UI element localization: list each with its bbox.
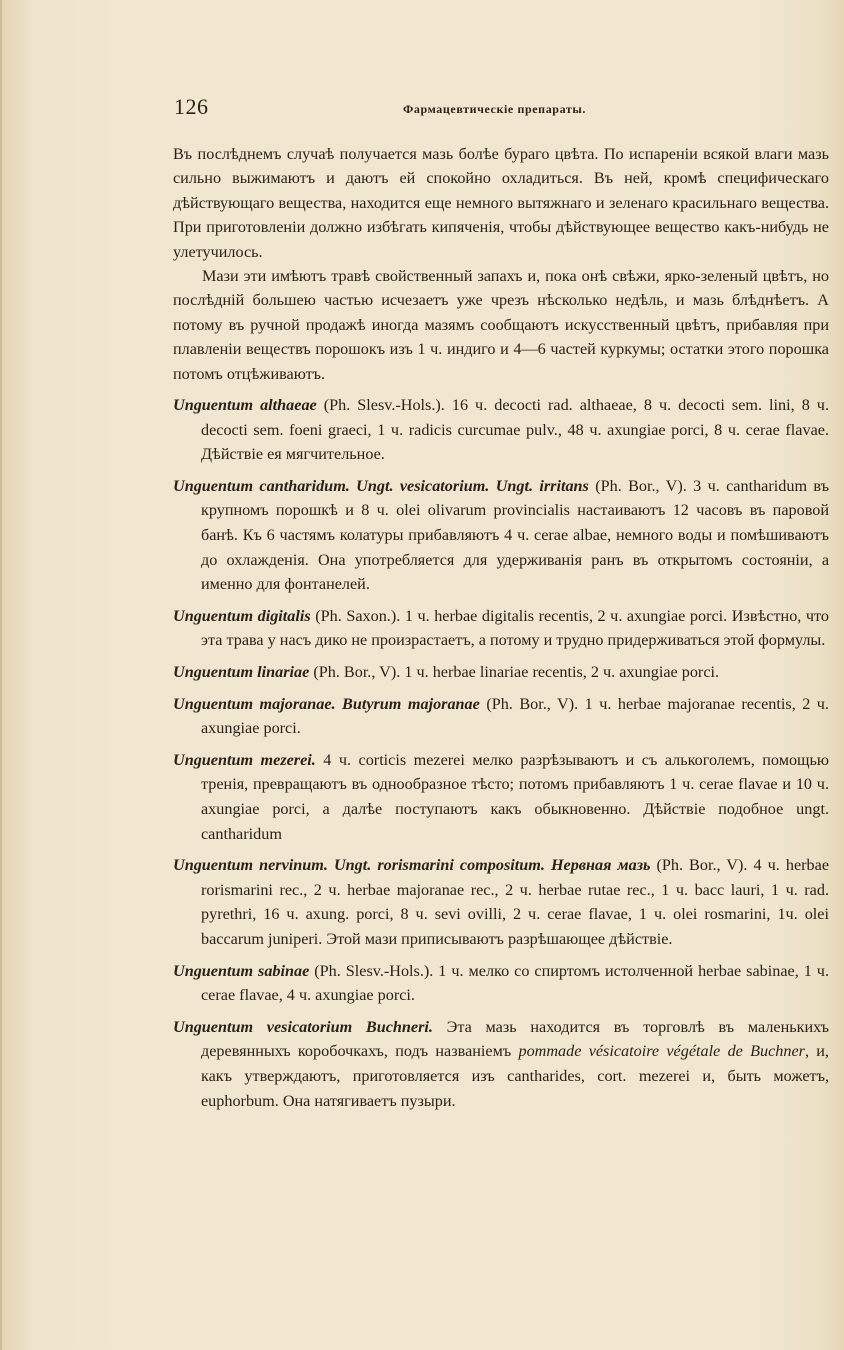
entry-text: Эта мазь находится въ торговлѣ въ маленькихъ деревянныхъ коробочкахъ, подъ названіемъ: [201, 1017, 829, 1061]
entry-althaeae: [173, 393, 829, 467]
entry-mezerei: [173, 748, 829, 846]
entry-digitalis: [173, 604, 829, 653]
entry-text: (Ph. Bor., V). 1 ч. herbae majoranae recentis, 2 ч. axungiae porci.: [201, 694, 829, 738]
page-number: 126: [174, 94, 209, 119]
entry-text: 4 ч. corticis mezerei мелко разрѣзываютъ и съ алькоголемъ, помощью тренія, превращаютъ въ однообразное тѣсто; потомъ прибавляютъ 1 ч. cerae flavae и 10 ч. axungiae porci, а далѣе поступаютъ какъ обыкновенно. Дѣйствіе подобное ungt. cantharidum: [201, 750, 829, 843]
entry-text: (Ph. Slesv.-Hols.). 1 ч. мелко со спиртомъ истолченной herbae sabinae, 1 ч. cerae flavae, 4 ч. axungiae porci.: [201, 961, 829, 1005]
entry-name-russian: Нервная мазь: [544, 856, 651, 875]
entry-text: (Ph. Saxon.). 1 ч. herbae digitalis recentis, 2 ч. axungiae porci. Извѣстно, что эта трава у насъ дико не произрастаетъ, а потому и трудно придерживаться этой формулы.: [201, 606, 829, 650]
entry-cantharidum: [173, 474, 829, 597]
page-header: [174, 94, 644, 124]
entry-sabinae: [173, 959, 829, 1008]
entry-text: (Ph. Bor., V). 4 ч. herbae rorismarini rec., 2 ч. herbae majoranae rec., 2 ч. herbae rutae rec., 1 ч. bacc lauri, 1 ч. rad. pyrethri, 16 ч. axung. porci, 8 ч. sevi ovilli, 2 ч. cerae flavae, 1 ч. olei rosmarini, 1ч. olei baccarum juniperi. Этой мази приписываютъ разрѣшающее дѣйствіе.: [201, 856, 829, 948]
entry-name: Unguentum digitalis: [173, 606, 311, 625]
entry-text: , и, какъ утверждаютъ, приготовляется изъ cantharides, cort. mezerei и, быть можетъ, euphorbum. Она натягиваетъ пузыри.: [201, 1042, 829, 1110]
entry-text: (Ph. Bor., V). 3 ч. cantharidum въ крупномъ порошкѣ и 8 ч. olei olivarum provincialis настаиваютъ 12 часовъ въ паровой банѣ. Къ 6 частямъ колатуры прибавляютъ 4 ч. cerae albae, немного воды и помѣшиваютъ до охлажденія. Она употребляется для удерживанія ранъ въ открытомъ состояніи, а именно для фонтанелей.: [201, 476, 829, 594]
entry-name: Unguentum majoranae. Butyrum majoranae: [173, 694, 480, 713]
entry-nervinum: [173, 853, 829, 951]
paragraph: Въ послѣднемъ случаѣ получается мазь болѣе бураго цвѣта. По испареніи всякой влаги мазь сильно выжимаютъ и даютъ ей спокойно охладиться. Въ ней, кромѣ специфическаго дѣйствующаго вещества, находится еще немного вытяжнаго и зеленаго красильнаго вещества. При приготовленіи должно избѣгать кипяченія, чтобы дѣйствующее вещество какъ-нибудь не улетучилось.: [173, 145, 829, 261]
entry-vesicatorium-buchneri: [173, 1015, 829, 1113]
entry-name: Unguentum linariae: [173, 663, 310, 681]
entry-name: Unguentum sabinae: [173, 961, 310, 980]
entry-text: (Ph. Slesv.-Hols.). 16 ч. decocti rad. althaeae, 8 ч. decocti sem. lini, 8 ч. decocti sem. foeni graeci, 1 ч. radicis curcumae pulv., 48 ч. axungiae porci, 8 ч. cerae flavae. Дѣйствіе ея мягчительное.: [201, 396, 829, 464]
entry-name: Unguentum mezerei.: [173, 750, 316, 769]
entry-name: Unguentum althaeae: [173, 396, 317, 415]
entry-name: Unguentum cantharidum. Ungt. vesicatorium. Ungt. irritans: [173, 476, 589, 495]
entry-text: (Ph. Bor., V). 1 ч. herbae linariae recentis, 2 ч. axungiae porci.: [309, 663, 720, 681]
entry-majoranae: [173, 692, 829, 741]
paragraph: Мази эти имѣютъ травѣ свойственный запахъ и, пока онѣ свѣжи, ярко-зеленый цвѣтъ, но послѣдній большею частью исчезаетъ уже чрезъ нѣсколько недѣль, и мазь блѣднѣетъ. А потому въ ручной продажѣ иногда мазямъ сообщаютъ искусственный цвѣтъ, прибавляя при плавленіи веществъ порошокъ изъ 1 ч. индиго и 4—6 частей куркумы; остатки этого порошка потомъ отцѣживаютъ.: [173, 267, 829, 383]
french-name: pommade vésicatoire végétale de Buchner: [518, 1042, 805, 1061]
running-title: Фармацевтическіе препараты.: [403, 102, 586, 116]
body-text: [173, 142, 829, 1113]
entry-name: Unguentum nervinum. Ungt. rorismarini compositum.: [173, 856, 545, 875]
entry-name: Unguentum vesicatorium Buchneri.: [173, 1017, 433, 1036]
entry-linariae: [173, 660, 829, 685]
